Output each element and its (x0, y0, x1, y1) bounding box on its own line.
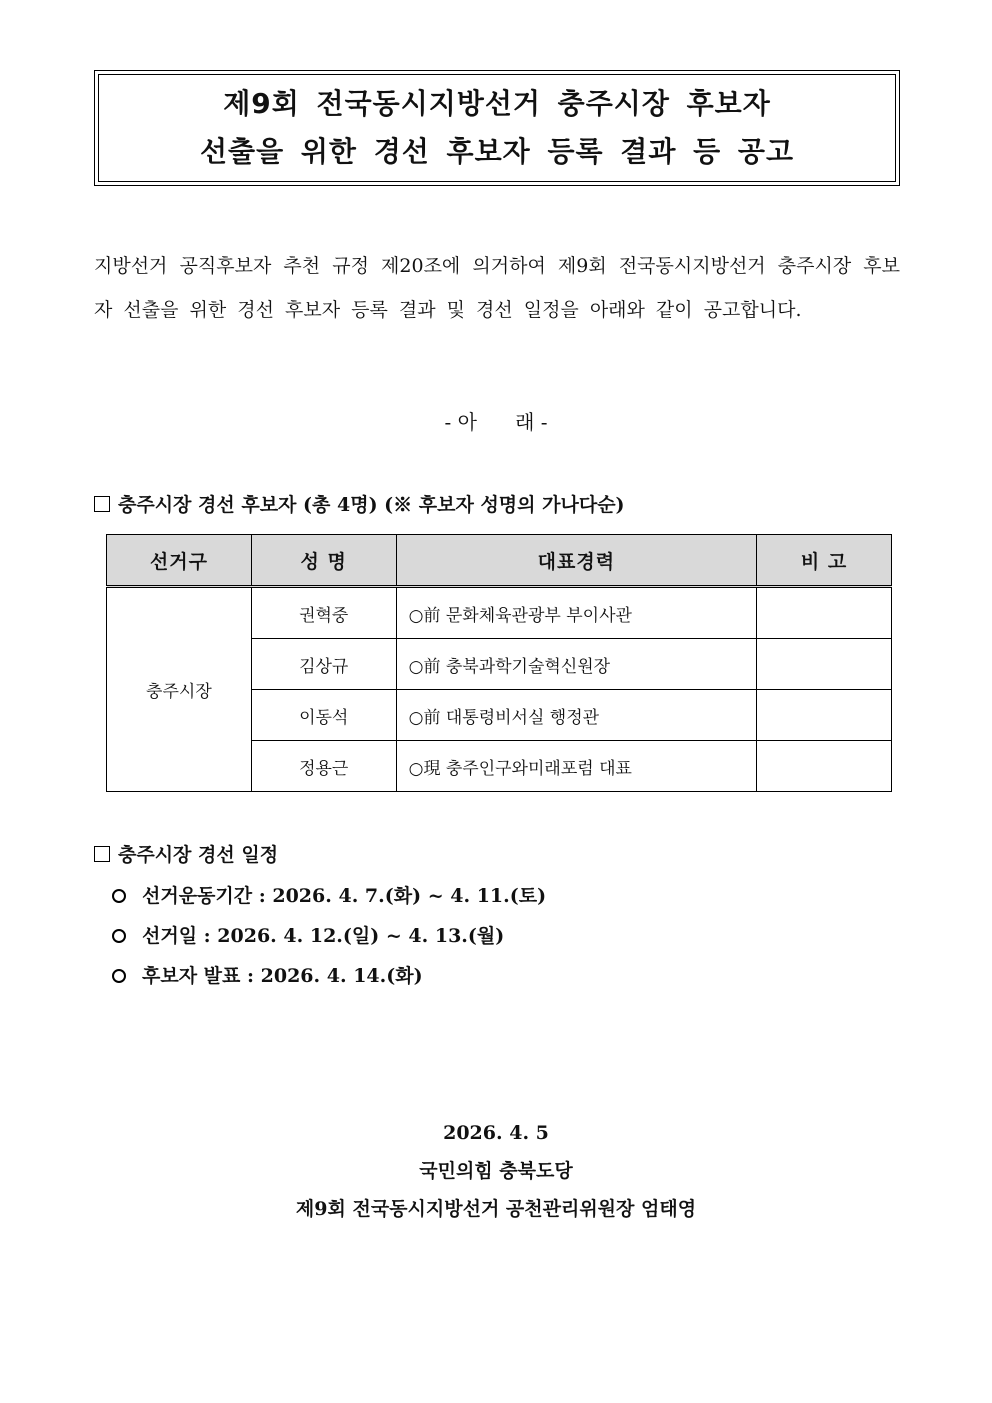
candidate-name: 정용근 (251, 741, 396, 792)
circle-bullet-icon (112, 969, 126, 983)
footer-date: 2026. 4. 5 (443, 1122, 549, 1144)
table-row (107, 587, 892, 639)
schedule-item-text: 선거일 : 2026. 4. 12.(일) ~ 4. 13.(월) (142, 925, 505, 947)
schedule-list (110, 876, 546, 996)
schedule-item-text: 선거운동기간 : 2026. 4. 7.(화) ~ 4. 11.(토) (142, 885, 547, 907)
candidate-name: 김상규 (251, 639, 396, 690)
candidate-name: 이동석 (251, 690, 396, 741)
candidate-name: 권혁중 (251, 587, 396, 639)
table-header-row (107, 535, 892, 587)
candidates-table (106, 534, 892, 792)
column-header-district: 선거구 (107, 535, 252, 587)
schedule-heading-text: 충주시장 경선 일정 (118, 844, 279, 866)
list-item (110, 916, 546, 956)
column-header-name: 성 명 (251, 535, 396, 587)
title-line-1: 제9회 전국동시지방선거 충주시장 후보자 (223, 87, 771, 120)
list-item (110, 876, 546, 916)
footer-signer: 제9회 전국동시지방선거 공천관리위원장 엄태영 (295, 1198, 697, 1220)
candidate-note (757, 690, 892, 741)
below-heading: - 아 래 - (444, 410, 548, 434)
circle-bullet-icon (112, 929, 126, 943)
candidates-section-heading (94, 490, 625, 517)
candidate-career: ○前 대통령비서실 행정관 (396, 690, 757, 741)
column-header-career: 대표경력 (396, 535, 757, 587)
title-inner (98, 74, 896, 182)
footer (0, 1114, 992, 1228)
title-box (94, 70, 900, 186)
candidate-career: ○現 충주인구와미래포럼 대표 (396, 741, 757, 792)
column-header-note: 비 고 (757, 535, 892, 587)
candidates-heading-text: 충주시장 경선 후보자 (총 4명) (※ 후보자 성명의 가나다순) (118, 494, 625, 516)
footer-org: 국민의힘 충북도당 (419, 1160, 573, 1182)
candidate-career: ○前 충북과학기술혁신원장 (396, 639, 757, 690)
intro-paragraph: 지방선거 공직후보자 추천 규정 제20조에 의거하여 제9회 전국동시지방선거 충주시장 후보자 선출을 위한 경선 후보자 등록 결과 및 경선 일정을 아래와 같이 공고합니다. (94, 255, 900, 321)
circle-bullet-icon (112, 889, 126, 903)
title-line-2: 선출을 위한 경선 후보자 등록 결과 등 공고 (199, 135, 795, 168)
checkbox-icon (94, 846, 110, 862)
schedule-section-heading (94, 840, 278, 867)
district-cell: 충주시장 (107, 587, 252, 792)
list-item (110, 956, 546, 996)
candidate-note (757, 639, 892, 690)
schedule-item-text: 후보자 발표 : 2026. 4. 14.(화) (142, 965, 423, 987)
candidate-note (757, 741, 892, 792)
candidate-career: ○前 문화체육관광부 부이사관 (396, 587, 757, 639)
candidate-note (757, 587, 892, 639)
checkbox-icon (94, 496, 110, 512)
